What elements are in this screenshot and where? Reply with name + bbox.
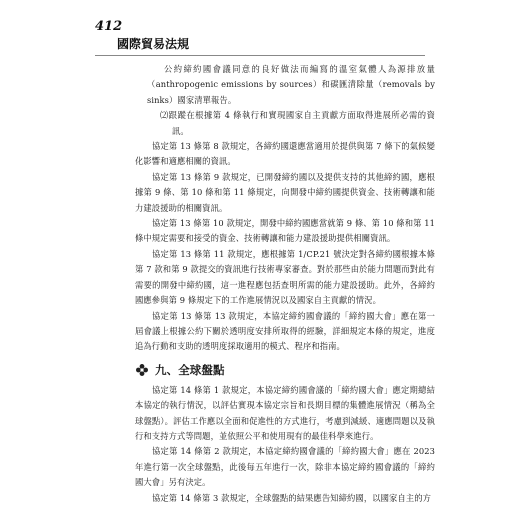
paragraph: 協定第 13 條第 10 款規定，開發中締約國應當就第 9 條、第 10 條和第 11 條中規定需要和接受的資金、技術轉讓和能力建設援助提供相關資訊。 (135, 218, 435, 244)
section-title: 九、全球盤點 (155, 362, 225, 377)
paragraph: 協定第 14 條第 3 款規定，全球盤點的結果應告知締約國，以國家自主的方 (152, 492, 431, 503)
page-number: 412 (95, 19, 123, 34)
body-text (135, 62, 435, 506)
running-title: 國際貿易法規 (117, 37, 190, 51)
paragraph: 協定第 13 條第 13 款規定，本協定締約國會議的「締約國大會」應在第一屆會議上根據公約下關於透明度安排所取得的經驗，詳細規定本條的規定，進度追為行動和支助的透明度採取適用的模式、程序和指南。 (135, 310, 435, 352)
paragraph: ⑵跟蹤在根據第 4 條執行和實現國家自主貢獻方面取得進展所必需的資訊。 (160, 110, 435, 136)
paragraph: 協定第 13 條第 8 款規定，各締約國還應當適用於提供與第 7 條下的氣候變化影響和適應相關的資訊。 (135, 141, 435, 167)
paragraph: 公約締約國會議同意的良好做法而編寫的溫室氣體人為源排放量（anthropogenic emissions by sources）和碳匯清除量（removals by sinks）國家清單報告。 (147, 64, 435, 105)
paragraph: 協定第 14 條第 2 款規定，本協定締約國會議的「締約國大會」應在 2023 年進行第一次全球盤點，此後每五年進行一次，除非本協定締約國會議的「締約國大會」另有決定。 (135, 446, 435, 488)
paragraph: 協定第 13 條第 9 款規定，已開發締約國以及提供支持的其他締約國，應根據第 9 條、第 10 條和第 11 條規定，向開發中締約國提供資金、技術轉讓和能力建設援助的相關資訊。 (135, 171, 435, 213)
section-heading (135, 361, 435, 379)
flower-ornament-icon (135, 363, 149, 377)
paragraph: 協定第 14 條第 1 款規定，本協定締約國會議的「締約國大會」應定期總結本協定的執行情況，以評估實現本協定宗旨和長期目標的集體進展情況（稱為全球盤點）。評估工作應以全面和促進性的方式進行，考慮到減緩、適應問題以及執行和支持方式等問題，並依照公平和使用現有的最佳科學來進行。 (135, 384, 435, 441)
quoted-list (135, 62, 435, 139)
paragraph: 協定第 13 條第 11 款規定，應根據第 1/CP.21 號決定對各締約國根據本條第 7 款和第 9 款提交的資訊進行技術專家審查。對於那些由於能力問題而對此有需要的開發中締約國，這一進程應包括查明所需的能力建設援助。此外，各締約國應參與第 9 條規定下的工作進展情況以及國家自主貢獻的情況。 (135, 248, 435, 306)
page-header (95, 13, 425, 53)
header-rule (95, 55, 425, 56)
